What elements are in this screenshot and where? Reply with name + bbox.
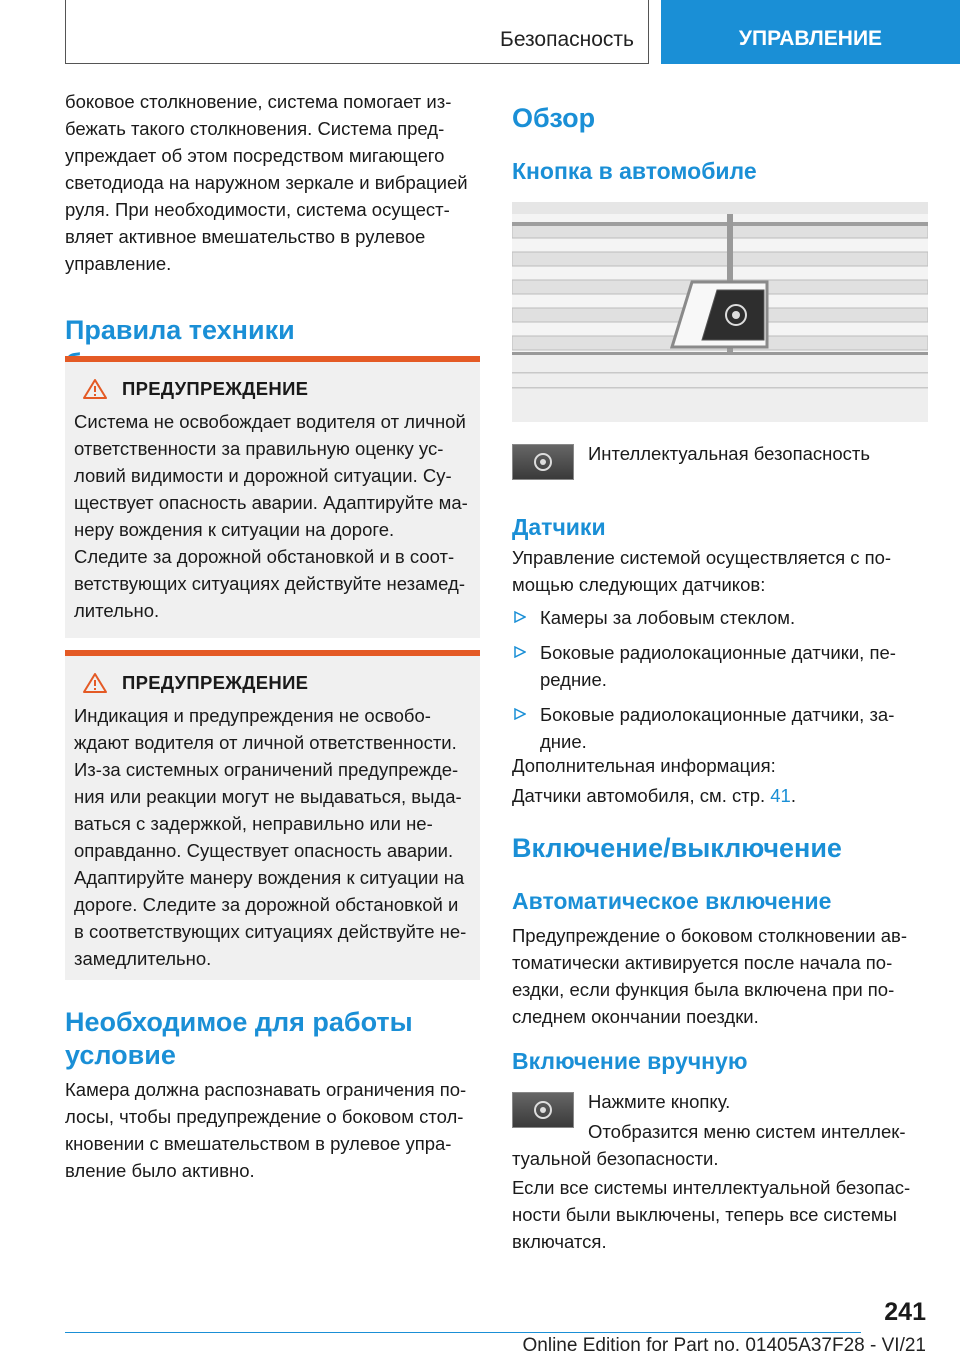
onoff-heading: Включение/выключение	[512, 833, 842, 863]
footer-divider	[65, 1332, 861, 1333]
bullet-triangle-icon	[514, 708, 526, 720]
header-frame	[65, 0, 649, 64]
warning-title: ПРЕДУПРЕЖДЕНИЕ	[122, 378, 309, 399]
safety-heading: Правила техники	[65, 315, 295, 345]
edition-footer: Online Edition for Part no. 01405A37F28 - VI/21	[522, 1335, 926, 1356]
warning-text: Индикация и предупреждения не освобо-ждают водителя от личной ответственности. Из-за системных ограничений предупрежде-ния или реакции могут не выдаваться, выда-ваться с задержкой, неправильно или не-оправданно. Существует опасность аварии. Адаптируйте манеру вождения к ситуации на дороге. Следите за дорожной обстановкой и в соответствующих ситуациях действуйте не-замедлительно.	[74, 705, 467, 969]
page-number: 241	[884, 1298, 926, 1326]
manual-all: Если все системы интеллектуальной безопас-ности были выключены, теперь все системы включатся.	[512, 1177, 911, 1252]
sensors-intro: Управление системой осуществляется с по-мощью следующих датчиков:	[512, 547, 892, 595]
auto-paragraph: Предупреждение о боковом столкновении ав-томатически активируется после начала по-ездки, если функция была включена при по-следнем окончании поездки.	[512, 925, 908, 1027]
button-heading: Кнопка в автомобиле	[512, 158, 757, 184]
bullet-triangle-icon	[514, 646, 526, 658]
list-item: Боковые радиолокационные датчики, пе-редние.	[512, 639, 928, 693]
bullet-triangle-icon	[514, 611, 526, 623]
auto-heading: Автоматическое включение	[512, 888, 832, 914]
warning-title: ПРЕДУПРЕЖДЕНИЕ	[122, 672, 309, 693]
warning-triangle-icon	[82, 378, 108, 400]
manual-heading: Включение вручную	[512, 1048, 748, 1074]
section-title: Безопасность	[500, 28, 634, 51]
intro-paragraph: боковое столкновение, система помогает из-бежать такого столкновения. Система пред-упреждает об этом посредством мигающего светодиода на наружном зеркале и вибрацией руля. При необходимости, система осущест-вляет активное вмешательство в рулевое управление.	[65, 91, 468, 274]
button-caption: Интеллектуальная безопасность	[588, 443, 870, 464]
chapter-tab[interactable]: УПРАВЛЕНИЕ	[661, 0, 960, 64]
warning-box-2	[65, 650, 480, 980]
sensors-reference: Датчики автомобиля, см. стр. 41.	[512, 785, 796, 806]
warning-box-1	[65, 356, 480, 638]
page-link[interactable]: 41	[770, 785, 791, 806]
list-item: Камеры за лобовым стеклом.	[512, 604, 928, 631]
warning-triangle-icon	[82, 672, 108, 694]
intelligent-safety-button-icon	[512, 444, 574, 480]
sensors-list	[512, 604, 928, 763]
conditions-heading: Необходимое для работы условие	[65, 1007, 413, 1070]
more-info-label: Дополнительная информация:	[512, 755, 776, 776]
sensors-heading: Датчики	[512, 514, 606, 540]
overview-heading: Обзор	[512, 103, 596, 133]
manual-menu: Отобразится меню систем интеллек-туальной безопасности.	[512, 1121, 906, 1169]
conditions-paragraph: Камера должна распознавать ограничения по-лосы, чтобы предупреждение о боковом стол-кновении с вмешательством в рулевое упра-вление было активно.	[65, 1079, 467, 1181]
list-item: Боковые радиолокационные датчики, за-дние.	[512, 701, 928, 755]
dashboard-button-image	[512, 202, 928, 422]
warning-text: Система не освобождает водителя от личной ответственности за правильную оценку ус-ловий видимости и дорожной ситуации. Су-ществует опасность аварии. Адаптируйте ма-неру вождения к ситуации на дороге. Следите за дорожной обстановкой и в соот-ветствующих ситуациях действуйте незамед-лительно.	[74, 411, 468, 621]
manual-press: Нажмите кнопку.	[588, 1091, 731, 1112]
